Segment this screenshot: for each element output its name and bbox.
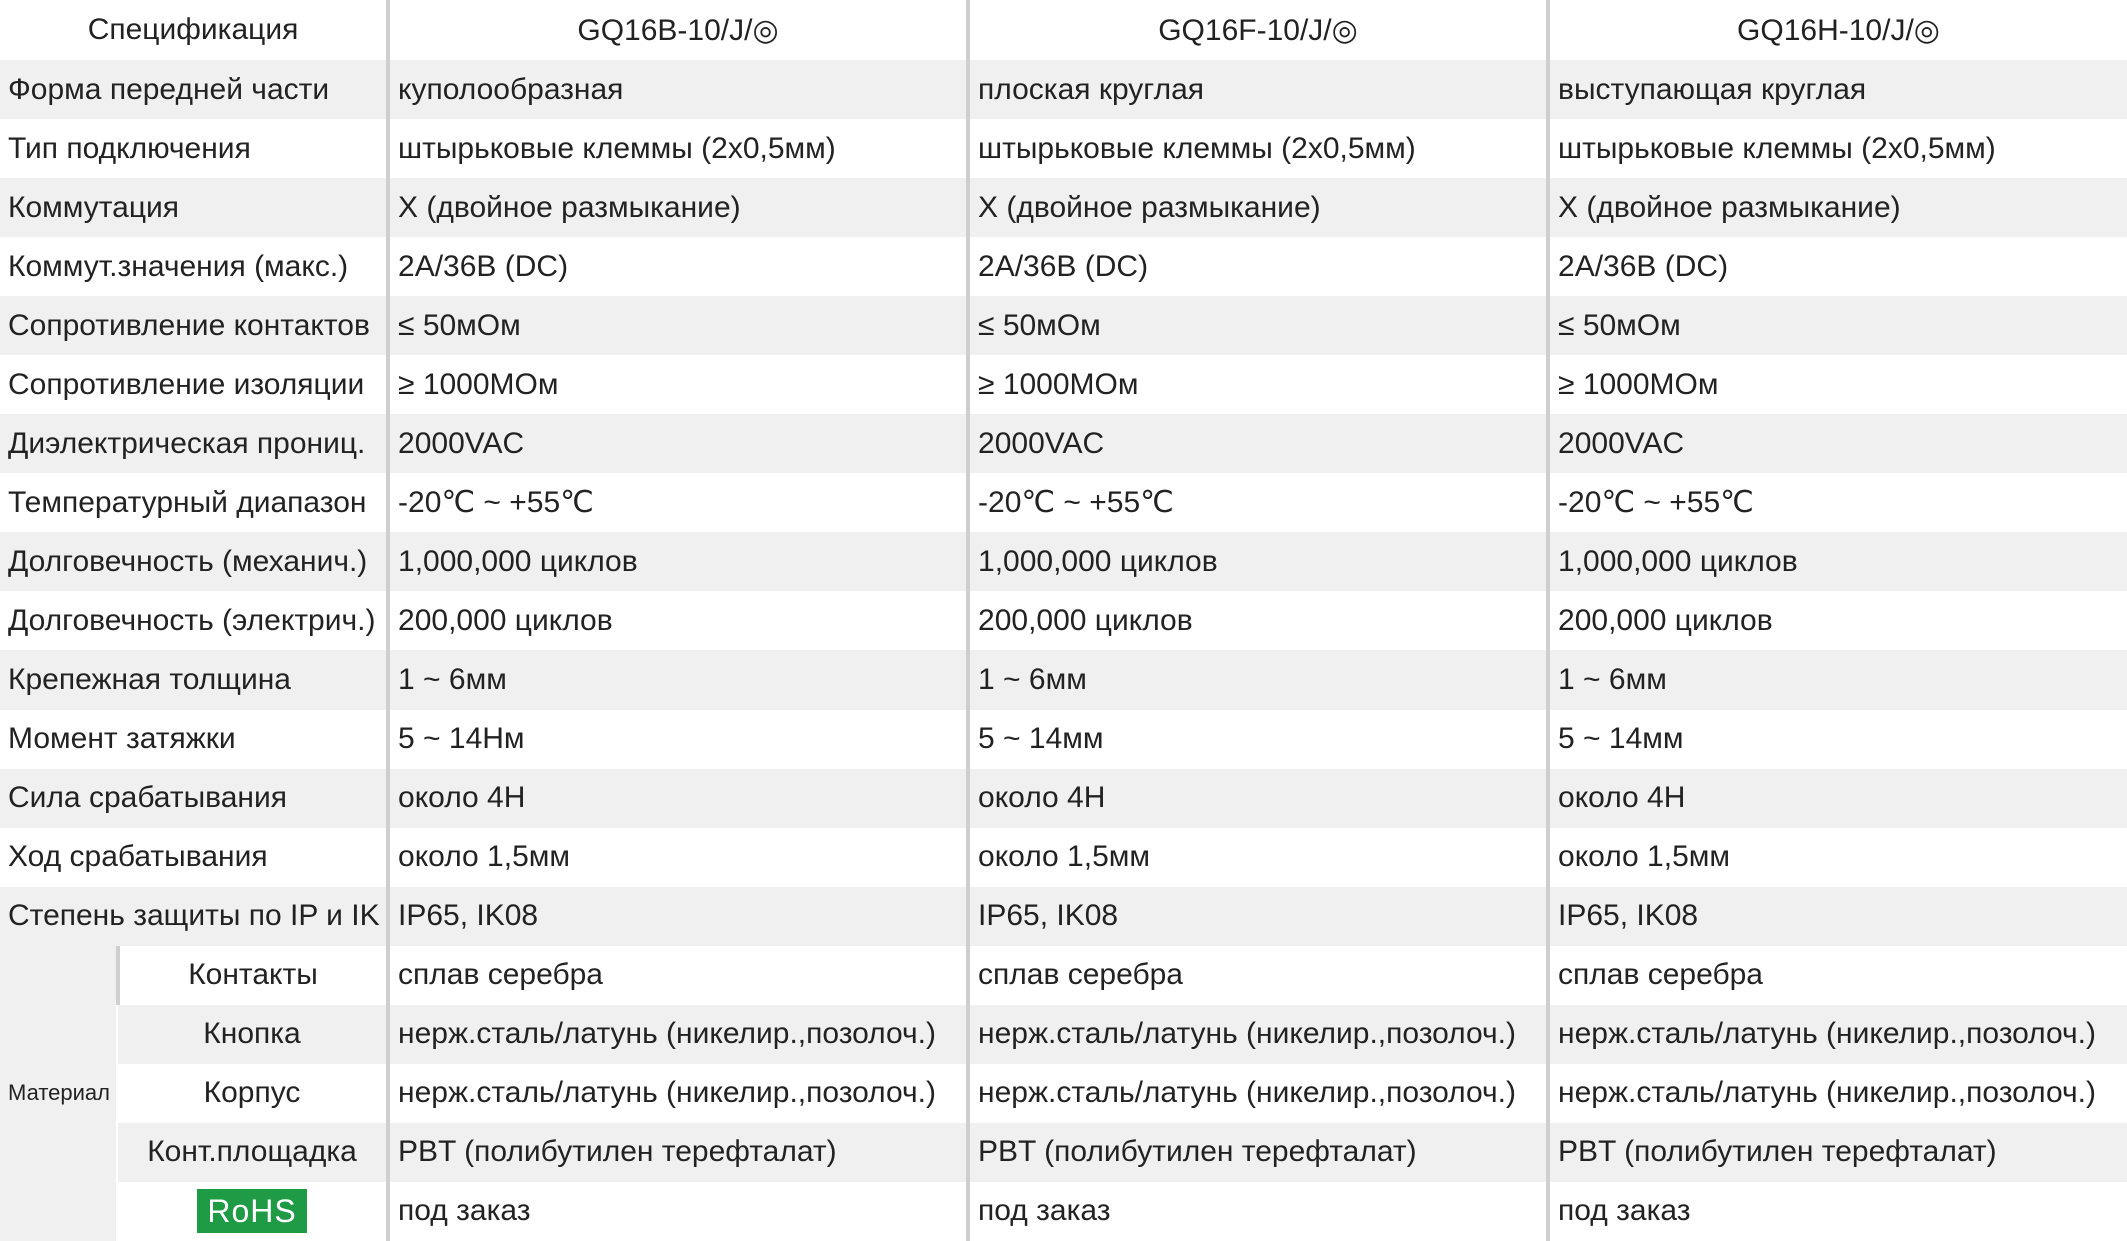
param-label: Коммутация [0,178,388,237]
value-cell: около 4Н [1548,769,2127,828]
table-row [0,355,2127,414]
table-row [0,532,2127,591]
value-cell: PBT (полибутилен терефталат) [968,1123,1548,1182]
value-cell: около 1,5мм [968,828,1548,887]
param-label: Температурный диапазон [0,473,388,532]
param-label: Долговечность (электрич.) [0,591,388,650]
header-model-f: GQ16F-10/J/◎ [968,0,1548,60]
param-label: Диэлектрическая прониц. [0,414,388,473]
value-cell: 200,000 циклов [968,591,1548,650]
value-cell: штырьковые клеммы (2x0,5мм) [388,119,968,178]
value-cell: -20℃ ~ +55℃ [388,473,968,532]
value-cell: 5 ~ 14Нм [388,710,968,769]
value-cell: 1 ~ 6мм [388,650,968,709]
value-cell: 200,000 циклов [1548,591,2127,650]
value-cell: под заказ [1548,1182,2127,1241]
table-row [0,828,2127,887]
value-cell: под заказ [388,1182,968,1241]
value-cell: сплав серебра [968,946,1548,1005]
material-row [0,1123,2127,1182]
param-label: Сопротивление контактов [0,296,388,355]
material-param-label: Конт.площадка [118,1123,388,1182]
value-cell: под заказ [968,1182,1548,1241]
value-cell: выступающая круглая [1548,60,2127,119]
value-cell: ≥ 1000МОм [968,355,1548,414]
param-label: Долговечность (механич.) [0,532,388,591]
param-label: Коммут.значения (макс.) [0,237,388,296]
value-cell: IP65, IK08 [388,887,968,946]
header-model-b: GQ16B-10/J/◎ [388,0,968,60]
table-row [0,237,2127,296]
value-cell: X (двойное размыкание) [968,178,1548,237]
value-cell: 2000VAC [388,414,968,473]
value-cell: нерж.сталь/латунь (никелир.,позолоч.) [388,1064,968,1123]
value-cell: ≤ 50мОм [968,296,1548,355]
value-cell: 1,000,000 циклов [968,532,1548,591]
table-row [0,296,2127,355]
value-cell: IP65, IK08 [1548,887,2127,946]
table-row [0,60,2127,119]
param-label: Ход срабатывания [0,828,388,887]
value-cell: около 4Н [968,769,1548,828]
material-param-label: Корпус [118,1064,388,1123]
value-cell: 5 ~ 14мм [1548,710,2127,769]
value-cell: X (двойное размыкание) [1548,178,2127,237]
param-label: Степень защиты по IP и IK [0,887,388,946]
value-cell: 1 ~ 6мм [1548,650,2127,709]
value-cell: 5 ~ 14мм [968,710,1548,769]
value-cell: около 1,5мм [1548,828,2127,887]
table-row [0,710,2127,769]
rohs-cell [118,1182,388,1241]
value-cell: 2A/36B (DC) [968,237,1548,296]
rohs-badge: RoHS [197,1189,306,1233]
value-cell: IP65, IK08 [968,887,1548,946]
value-cell: -20℃ ~ +55℃ [1548,473,2127,532]
material-row [0,1182,2127,1241]
value-cell: сплав серебра [1548,946,2127,1005]
value-cell: нерж.сталь/латунь (никелир.,позолоч.) [968,1064,1548,1123]
header-row [0,0,2127,60]
value-cell: нерж.сталь/латунь (никелир.,позолоч.) [1548,1064,2127,1123]
value-cell: 2000VAC [968,414,1548,473]
value-cell: ≤ 50мОм [1548,296,2127,355]
value-cell: нерж.сталь/латунь (никелир.,позолоч.) [1548,1005,2127,1064]
table-row [0,591,2127,650]
value-cell: куполообразная [388,60,968,119]
param-label: Момент затяжки [0,710,388,769]
value-cell: PBT (полибутилен терефталат) [1548,1123,2127,1182]
param-label: Сопротивление изоляции [0,355,388,414]
value-cell: ≥ 1000МОм [1548,355,2127,414]
material-group-label: Материал [0,946,118,1241]
material-param-label: Контакты [118,946,388,1005]
value-cell: 1,000,000 циклов [388,532,968,591]
table-row [0,414,2127,473]
value-cell: X (двойное размыкание) [388,178,968,237]
table-row [0,473,2127,532]
param-label: Крепежная толщина [0,650,388,709]
material-row [0,1064,2127,1123]
value-cell: штырьковые клеммы (2x0,5мм) [1548,119,2127,178]
table-row [0,887,2127,946]
table-row [0,178,2127,237]
value-cell: плоская круглая [968,60,1548,119]
value-cell: 1 ~ 6мм [968,650,1548,709]
material-row [0,946,2127,1005]
table-row [0,650,2127,709]
value-cell: 1,000,000 циклов [1548,532,2127,591]
header-spec: Спецификация [0,0,388,60]
param-label: Форма передней части [0,60,388,119]
value-cell: 2000VAC [1548,414,2127,473]
value-cell: 200,000 циклов [388,591,968,650]
param-label: Тип подключения [0,119,388,178]
param-label: Сила срабатывания [0,769,388,828]
header-model-h: GQ16H-10/J/◎ [1548,0,2127,60]
value-cell: PBT (полибутилен терефталат) [388,1123,968,1182]
material-param-label: Кнопка [118,1005,388,1064]
value-cell: сплав серебра [388,946,968,1005]
value-cell: около 1,5мм [388,828,968,887]
value-cell: -20℃ ~ +55℃ [968,473,1548,532]
value-cell: около 4Н [388,769,968,828]
value-cell: 2A/36B (DC) [388,237,968,296]
value-cell: ≤ 50мОм [388,296,968,355]
value-cell: нерж.сталь/латунь (никелир.,позолоч.) [388,1005,968,1064]
value-cell: 2A/36B (DC) [1548,237,2127,296]
value-cell: ≥ 1000МОм [388,355,968,414]
table-row [0,119,2127,178]
value-cell: нерж.сталь/латунь (никелир.,позолоч.) [968,1005,1548,1064]
table-row [0,769,2127,828]
value-cell: штырьковые клеммы (2x0,5мм) [968,119,1548,178]
material-row [0,1005,2127,1064]
